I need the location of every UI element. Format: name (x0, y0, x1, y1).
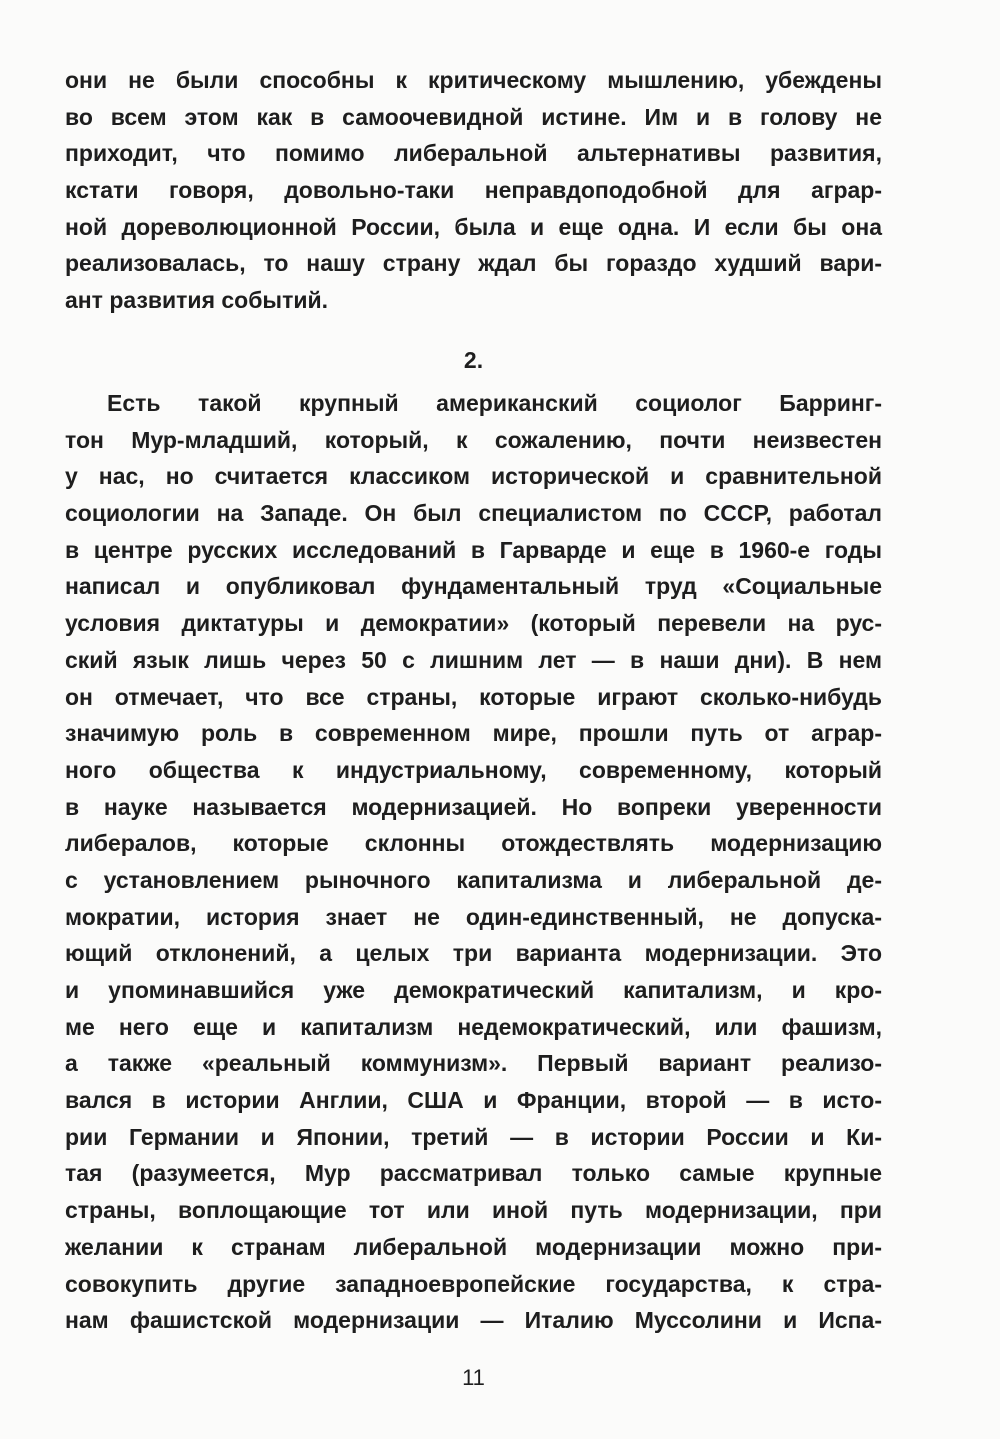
text-line: тон Мур-младший, который, к сожалению, почти неизвестен (65, 426, 882, 453)
text-line: и упоминавшийся уже демократический капитализм, и кро- (65, 977, 882, 1003)
text-line: в науке называется модернизацией. Но вопреки уверенности (65, 793, 882, 820)
text-line: совокупить другие западноевропейские государства, к стра- (65, 1270, 882, 1297)
text-line: ский язык лишь через 50 с лишним лет — в наши дни). В нем (65, 646, 882, 673)
text-line: мократии, история знает не один-единственный, не допуска- (65, 903, 882, 930)
text-line: вался в истории Англии, США и Франции, второй — в исто- (65, 1087, 882, 1114)
page-number: 11 (462, 1365, 485, 1390)
text-line: ме него еще и капитализм недемократический, или фашизм, (65, 1013, 882, 1040)
text-line: ного общества к индустриальному, современному, который (65, 756, 882, 783)
text-line: приходит, что помимо либеральной альтернативы развития, (65, 140, 882, 167)
text-line: кстати говоря, довольно-таки неправдоподобной для аграр- (65, 177, 882, 204)
paragraph-continuation (65, 62, 882, 319)
section-heading: 2. (463, 347, 484, 373)
text-line: реализовалась, то нашу страну ждал бы гораздо худший вари- (65, 250, 882, 277)
text-line: они не были способны к критическому мышлению, убеждены (65, 67, 882, 93)
text-line: ной дореволюционной России, была и еще одна. И если бы она (65, 213, 882, 240)
text-line: желании к странам либеральной модернизации можно при- (65, 1233, 882, 1260)
text-line: условия диктатуры и демократии» (который перевели на рус- (65, 610, 882, 637)
text-line: с установлением рыночного капитализма и либеральной де- (65, 866, 882, 893)
text-line: он отмечает, что все страны, которые играют сколько-нибудь (65, 683, 882, 710)
text-line: значимую роль в современном мире, прошли путь от аграр- (65, 720, 882, 747)
text-line: написал и опубликовал фундаментальный труд «Социальные (65, 573, 882, 600)
text-line: в центре русских исследований в Гарварде и еще в 1960-е годы (65, 536, 882, 563)
text-line: страны, воплощающие тот или иной путь модернизации, при (65, 1197, 882, 1224)
text-line: ант развития событий. (65, 287, 329, 314)
paragraph-main (65, 385, 882, 1339)
text-line: во всем этом как в самоочевидной истине. Им и в голову не (65, 103, 882, 130)
text-line: рии Германии и Японии, третий — в истории России и Ки- (65, 1123, 882, 1150)
text-line: ющий отклонений, а целых три варианта модернизации. Это (65, 940, 882, 967)
text-line: тая (разумеется, Мур рассматривал только самые крупные (65, 1160, 882, 1187)
text-line: Есть такой крупный американский социолог Барринг- (107, 390, 882, 416)
text-line: либералов, которые склонны отождествлять модернизацию (65, 830, 882, 857)
text-line: нам фашистской модернизации — Италию Муссолини и Испа- (65, 1307, 882, 1334)
text-line: социологии на Западе. Он был специалистом по СССР, работал (65, 500, 882, 527)
text-line: а также «реальный коммунизм». Первый вариант реализо- (65, 1050, 882, 1077)
text-line: у нас, но считается классиком исторической и сравнительной (65, 463, 882, 490)
